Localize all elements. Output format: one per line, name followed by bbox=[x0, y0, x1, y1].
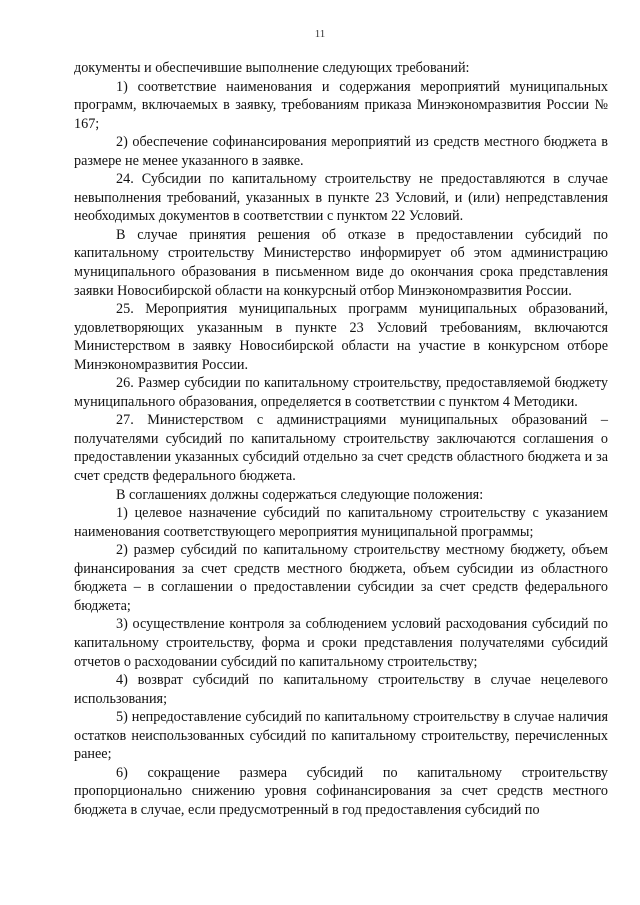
document-body bbox=[74, 59, 608, 819]
paragraph: документы и обеспечившие выполнение следующих требований: bbox=[74, 60, 470, 76]
paragraph: 6) сокращение размера субсидий по капитальному строительству пропорционально снижению уровня софинансирования за счет средств местного бюджета в случае, если предусмотренный в год предоставления субсидий по bbox=[74, 764, 608, 818]
paragraph: 2) обеспечение софинансирования мероприятий из средств местного бюджета в размере не менее указанного в заявке. bbox=[74, 134, 608, 169]
paragraph: 24. Субсидии по капитальному строительству не предоставляются в случае невыполнения требований, указанных в пункте 23 Условий, и (или) непредставления необходимых документов в соответствии с пунктом 22 Условий. bbox=[74, 171, 608, 225]
page-number: 11 bbox=[314, 28, 326, 40]
paragraph: 5) непредоставление субсидий по капитальному строительству в случае наличия остатков неиспользованных субсидий по капитальному строительству, перечисленных ранее; bbox=[74, 709, 608, 763]
paragraph: 2) размер субсидий по капитальному строительству местному бюджету, объем финансирования за счет средств местного бюджета, объем субсидии из областного бюджета – в соглашении о предоставлении субсидии за счет средств федерального бюджета; bbox=[74, 542, 608, 614]
paragraph: 1) целевое назначение субсидий по капитальному строительству с указанием наименования соответствующего мероприятия муниципальной программы; bbox=[74, 505, 608, 540]
paragraph: В соглашениях должны содержаться следующие положения: bbox=[116, 486, 484, 503]
paragraph: 1) соответствие наименования и содержания мероприятий муниципальных программ, включаемых в заявку, требованиям приказа Минэкономразвития России № 167; bbox=[74, 78, 608, 132]
paragraph: 25. Мероприятия муниципальных программ муниципальных образований, удовлетворяющих указанным в пункте 23 Условий требованиям, включаются Министерством в заявку Новосибирской области на участие в конкурсном отборе Минэкономразвития России. bbox=[74, 301, 608, 373]
paragraph: 4) возврат субсидий по капитальному строительству в случае нецелевого использования; bbox=[74, 672, 608, 707]
paragraph: 27. Министерством с администрациями муниципальных образований – получателями субсидий по капитальному строительству заключаются соглашения о предоставлении указанных субсидий отдельно за счет средств областного бюджета и за счет средств федерального бюджета. bbox=[74, 412, 608, 485]
paragraph: 3) осуществление контроля за соблюдением условий расходования субсидий по капитальному строительству, форма и сроки представления получателями субсидий отчетов о расходовании субсидий по капитальному строительству; bbox=[74, 616, 608, 670]
paragraph: В случае принятия решения об отказе в предоставлении субсидий по капитальному строительству Министерство информирует об этом администрацию муниципального образования в письменном виде до окончания срока представления заявки Новосибирской области на конкурсный отбор Минэкономразвития России. bbox=[74, 226, 608, 299]
paragraph: 26. Размер субсидии по капитальному строительству, предоставляемой бюджету муниципального образования, определяется в соответствии с пунктом 4 Методики. bbox=[74, 375, 608, 410]
